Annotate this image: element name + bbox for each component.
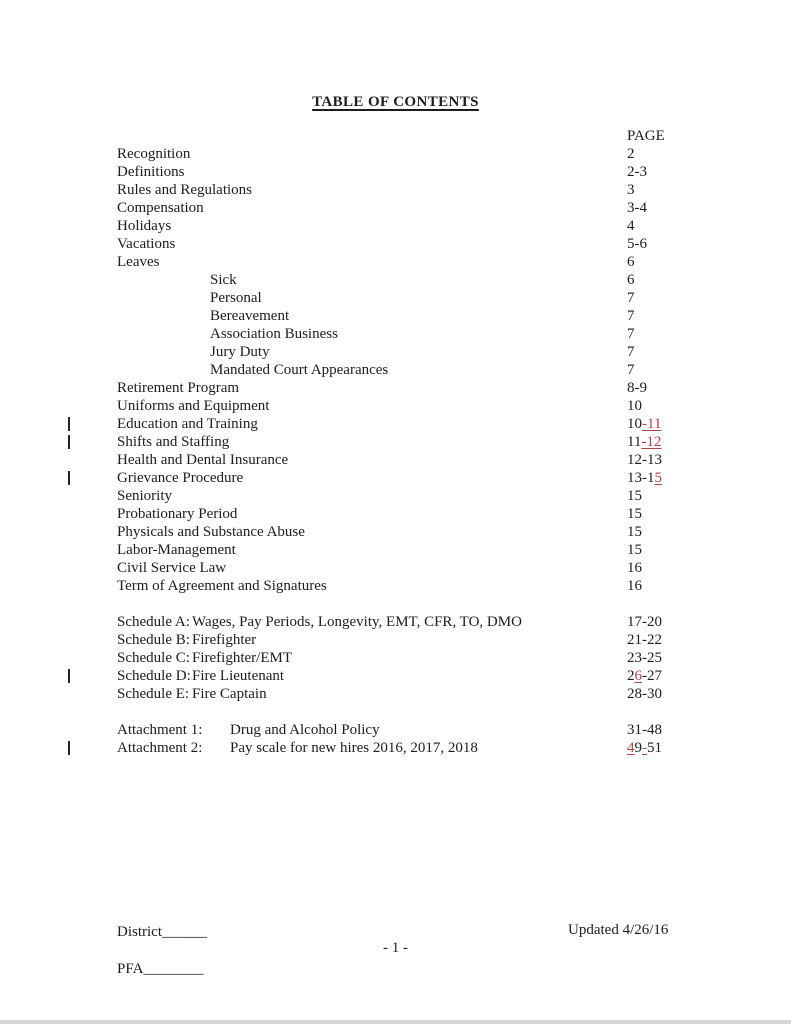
page-title: TABLE OF CONTENTS xyxy=(312,94,479,110)
toc-row xyxy=(0,577,791,595)
page-number-text: 2 xyxy=(627,146,635,162)
page-number-text: 7 xyxy=(627,290,635,306)
entry-label: Education and Training xyxy=(117,416,258,432)
page-number-text: 8-9 xyxy=(627,380,647,396)
entry-label: Term of Agreement and Signatures xyxy=(117,578,327,594)
change-bar xyxy=(68,741,70,755)
entry-label: Personal xyxy=(210,290,262,306)
page-number-text: 17-20 xyxy=(627,614,662,630)
entry-page xyxy=(627,739,662,757)
entry-page xyxy=(627,325,635,343)
toc-row xyxy=(0,343,791,361)
entry-page xyxy=(627,271,635,289)
page-number-text: 16 xyxy=(627,560,642,576)
schedule-row xyxy=(0,649,791,667)
entry-page xyxy=(627,559,642,577)
toc-row xyxy=(0,163,791,181)
entry-page xyxy=(627,685,662,703)
entry-description: Drug and Alcohol Policy xyxy=(230,722,380,738)
entry-label: Jury Duty xyxy=(210,344,270,360)
entry-page xyxy=(627,577,642,595)
page-number-text: 9 xyxy=(634,740,642,756)
blank-line xyxy=(0,595,791,613)
entry-label: Grievance Procedure xyxy=(117,470,244,486)
entry-label: Bereavement xyxy=(210,308,290,324)
toc-row xyxy=(0,487,791,505)
entry-page xyxy=(627,181,635,199)
page-number-revision: -11 xyxy=(642,416,662,432)
page-number-revision: 6 xyxy=(634,668,642,684)
page-number-text: -27 xyxy=(642,668,662,684)
entry-label: Mandated Court Appearances xyxy=(210,362,389,378)
toc-row xyxy=(0,307,791,325)
page-number-text: 2-3 xyxy=(627,164,647,180)
entry-label: Labor-Management xyxy=(117,542,236,558)
attachment-row xyxy=(0,739,791,757)
blank-line xyxy=(0,703,791,721)
toc-row xyxy=(0,379,791,397)
entry-page xyxy=(627,667,662,685)
entry-page xyxy=(627,433,661,451)
page-number-text: 23-25 xyxy=(627,650,662,666)
entry-page xyxy=(627,721,662,739)
entry-description: Fire Captain xyxy=(192,686,267,702)
entry-label: Schedule E: xyxy=(117,686,190,702)
entry-page xyxy=(627,217,635,235)
entry-page xyxy=(627,289,635,307)
toc-row xyxy=(0,433,791,451)
entry-page xyxy=(627,253,635,271)
entry-label: Attachment 1: xyxy=(117,722,203,738)
toc-row xyxy=(0,325,791,343)
entry-description: Wages, Pay Periods, Longevity, EMT, CFR, TO, DMO xyxy=(192,614,522,630)
entry-label: Association Business xyxy=(210,326,338,342)
entry-label: Sick xyxy=(210,272,237,288)
page-number-text: 10 xyxy=(627,398,642,414)
entry-label: Schedule A: xyxy=(117,614,190,630)
entry-page xyxy=(627,415,661,433)
entry-label: Seniority xyxy=(117,488,172,504)
schedule-row xyxy=(0,667,791,685)
page-number-text: 15 xyxy=(627,506,642,522)
toc-row xyxy=(0,469,791,487)
entry-page xyxy=(627,541,642,559)
entry-page xyxy=(627,613,662,631)
entry-description: Fire Lieutenant xyxy=(192,668,285,684)
toc-row xyxy=(0,541,791,559)
entry-label: Uniforms and Equipment xyxy=(117,398,270,414)
toc-row xyxy=(0,217,791,235)
entry-page xyxy=(627,487,642,505)
attachment-row xyxy=(0,721,791,739)
page-number-text: 3 xyxy=(627,182,635,198)
toc-row xyxy=(0,451,791,469)
entry-description: Firefighter xyxy=(192,632,257,648)
entry-page xyxy=(627,649,662,667)
scan-bottom-edge xyxy=(0,1020,791,1024)
entry-label: Schedule C: xyxy=(117,650,190,666)
page-number-text: 4 xyxy=(627,218,635,234)
entry-label: Probationary Period xyxy=(117,506,238,522)
page-number-text: 11 xyxy=(627,434,642,450)
entry-label: Shifts and Staffing xyxy=(117,434,230,450)
toc-row xyxy=(0,199,791,217)
page-number-text: 7 xyxy=(627,308,635,324)
entry-label: Schedule B: xyxy=(117,632,190,648)
entry-label: Definitions xyxy=(117,164,185,180)
page-number-text: 6 xyxy=(627,272,635,288)
entry-page xyxy=(627,235,647,253)
page-number-text: 13-1 xyxy=(627,470,655,486)
page-number-text: 7 xyxy=(627,344,635,360)
entry-label: Holidays xyxy=(117,218,172,234)
page-number-text: 51 xyxy=(647,740,662,756)
toc-row xyxy=(0,559,791,577)
updated-date: Updated 4/26/16 xyxy=(568,922,669,938)
entry-label: Attachment 2: xyxy=(117,740,203,756)
toc-row xyxy=(0,235,791,253)
change-bar xyxy=(68,435,70,449)
entry-page xyxy=(627,631,662,649)
entry-page xyxy=(627,361,635,379)
toc-row xyxy=(0,397,791,415)
toc-row xyxy=(0,415,791,433)
toc-row xyxy=(0,181,791,199)
page-number-text: 7 xyxy=(627,362,635,378)
district-signature-line: District______ xyxy=(117,924,207,940)
entry-page xyxy=(627,307,635,325)
toc-row xyxy=(0,253,791,271)
entry-page xyxy=(627,469,662,487)
entry-label: Rules and Regulations xyxy=(117,182,252,198)
page-number-text: 31-48 xyxy=(627,722,662,738)
page-number: - 1 - xyxy=(383,940,408,956)
change-bar xyxy=(68,669,70,683)
page-column-header: PAGE xyxy=(627,128,665,144)
entry-label: Vacations xyxy=(117,236,176,252)
page-number-revision: 4 xyxy=(627,740,635,756)
page-number-text: 5-6 xyxy=(627,236,647,252)
schedule-row xyxy=(0,613,791,631)
page-column-header-row xyxy=(0,127,791,145)
page-number-text: 10 xyxy=(627,416,642,432)
page-number-text: 6 xyxy=(627,254,635,270)
entry-label: Health and Dental Insurance xyxy=(117,452,289,468)
page-number-revision: 5 xyxy=(654,470,662,486)
entry-label: Physicals and Substance Abuse xyxy=(117,524,305,540)
entry-page xyxy=(627,451,662,469)
page-number-text: 15 xyxy=(627,542,642,558)
toc-row xyxy=(0,271,791,289)
page-number-revision: - xyxy=(642,740,647,756)
toc-list xyxy=(0,127,791,757)
toc-row xyxy=(0,145,791,163)
entry-page xyxy=(627,523,642,541)
entry-label: Schedule D: xyxy=(117,668,191,684)
page-number-text: 3-4 xyxy=(627,200,647,216)
toc-row xyxy=(0,505,791,523)
schedule-row xyxy=(0,685,791,703)
toc-row xyxy=(0,289,791,307)
page-number-text: 16 xyxy=(627,578,642,594)
page-number-text: 12-13 xyxy=(627,452,662,468)
page-number-text: 15 xyxy=(627,488,642,504)
entry-label: Retirement Program xyxy=(117,380,240,396)
entry-label: Leaves xyxy=(117,254,160,270)
change-bar xyxy=(68,471,70,485)
page-number-text: 28-30 xyxy=(627,686,662,702)
entry-page xyxy=(627,397,642,415)
schedule-row xyxy=(0,631,791,649)
page-number-revision: -12 xyxy=(641,434,662,450)
page-number-text: 7 xyxy=(627,326,635,342)
page-number-text: 2 xyxy=(627,668,635,684)
entry-label: Civil Service Law xyxy=(117,560,227,576)
entry-page xyxy=(627,145,635,163)
page-number-text: 21-22 xyxy=(627,632,662,648)
entry-page xyxy=(627,199,647,217)
change-bar xyxy=(68,417,70,431)
page-number-text: 15 xyxy=(627,524,642,540)
entry-description: Firefighter/EMT xyxy=(192,650,292,666)
entry-page xyxy=(627,505,642,523)
entry-description: Pay scale for new hires 2016, 2017, 2018 xyxy=(230,740,478,756)
entry-label: Compensation xyxy=(117,200,204,216)
entry-label: Recognition xyxy=(117,146,191,162)
toc-row xyxy=(0,361,791,379)
toc-row xyxy=(0,523,791,541)
entry-page xyxy=(627,379,647,397)
entry-page xyxy=(627,163,647,181)
entry-page xyxy=(627,343,635,361)
pfa-signature-line: PFA________ xyxy=(117,961,204,977)
